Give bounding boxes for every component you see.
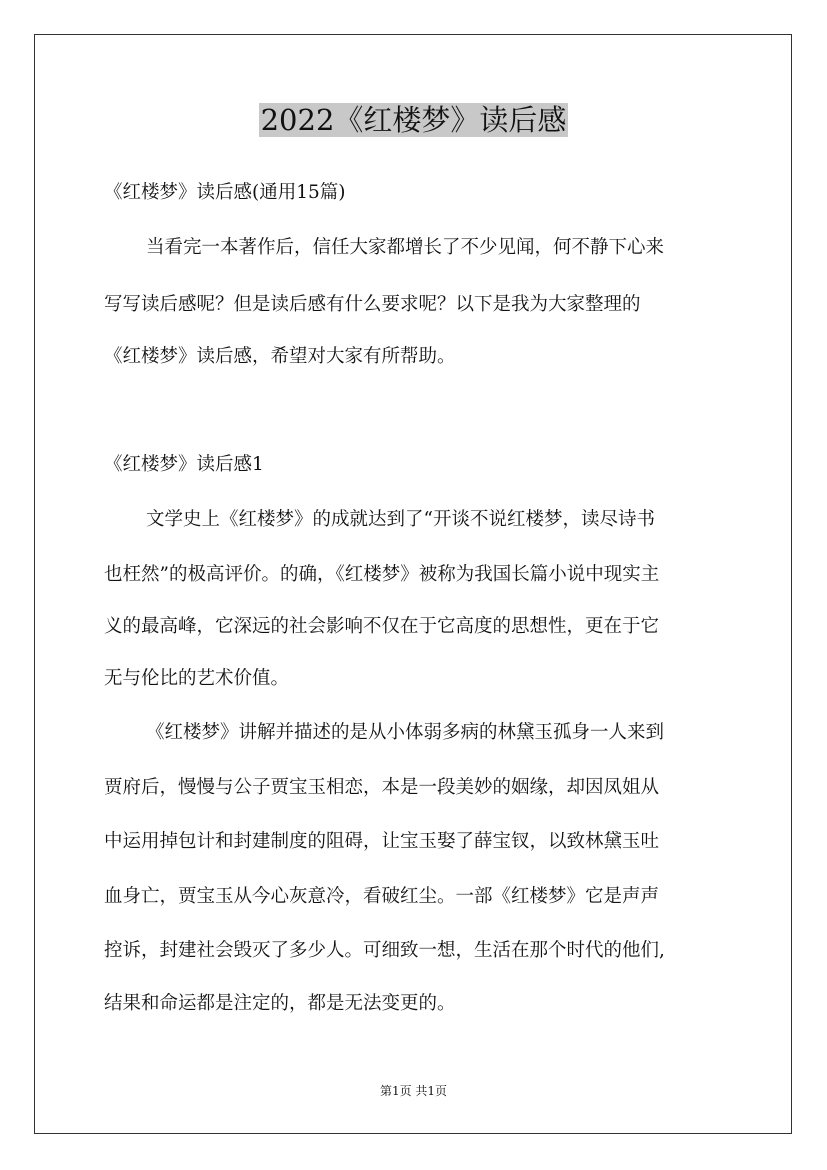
intro-line-3: 《红楼梦》读后感，希望对大家有所帮助。 [104, 346, 456, 367]
intro-line-1: 当看完一本著作后，信任大家都增长了不少见闻，何不静下心来 [146, 237, 665, 258]
para1-line-1: 文学史上《红楼梦》的成就达到了“开谈不说红楼梦，读尽诗书 [146, 509, 655, 530]
para1-line-2: 也枉然”的极高评价。的确，《红楼梦》被称为我国长篇小说中现实主 [104, 564, 660, 585]
intro-line-2: 写写读后感呢？但是读后感有什么要求呢？以下是我为大家整理的 [104, 294, 641, 315]
document-subtitle: 《红楼梦》读后感(通用15篇) [104, 182, 346, 203]
page-footer: 第1页 共1页 [379, 1084, 448, 1098]
para2-line-2: 贾府后，慢慢与公子贾宝玉相恋，本是一段美妙的姻缘，却因凤姐从 [104, 777, 660, 798]
para2-line-6: 结果和命运都是注定的，都是无法变更的。 [104, 993, 456, 1014]
section-heading: 《红楼梦》读后感1 [104, 454, 264, 475]
para2-line-4: 血身亡，贾宝玉从今心灰意冷，看破红尘。一部《红楼梦》它是声声 [104, 886, 660, 907]
para1-line-4: 无与伦比的艺术价值。 [104, 668, 290, 689]
document-title [0, 98, 827, 142]
para1-line-3: 义的最高峰，它深远的社会影响不仅在于它高度的思想性，更在于它 [104, 616, 660, 637]
para2-line-5: 控诉，封建社会毁灭了多少人。可细致一想，生活在那个时代的他们, [104, 940, 665, 961]
document-title-text: 2022《红楼梦》读后感 [260, 103, 567, 137]
para2-line-3: 中运用掉包计和封建制度的阻碍，让宝玉娶了薛宝钗，以致林黛玉吐 [104, 831, 660, 852]
para2-line-1: 《红楼梦》讲解并描述的是从小体弱多病的林黛玉孤身一人来到 [146, 722, 665, 743]
